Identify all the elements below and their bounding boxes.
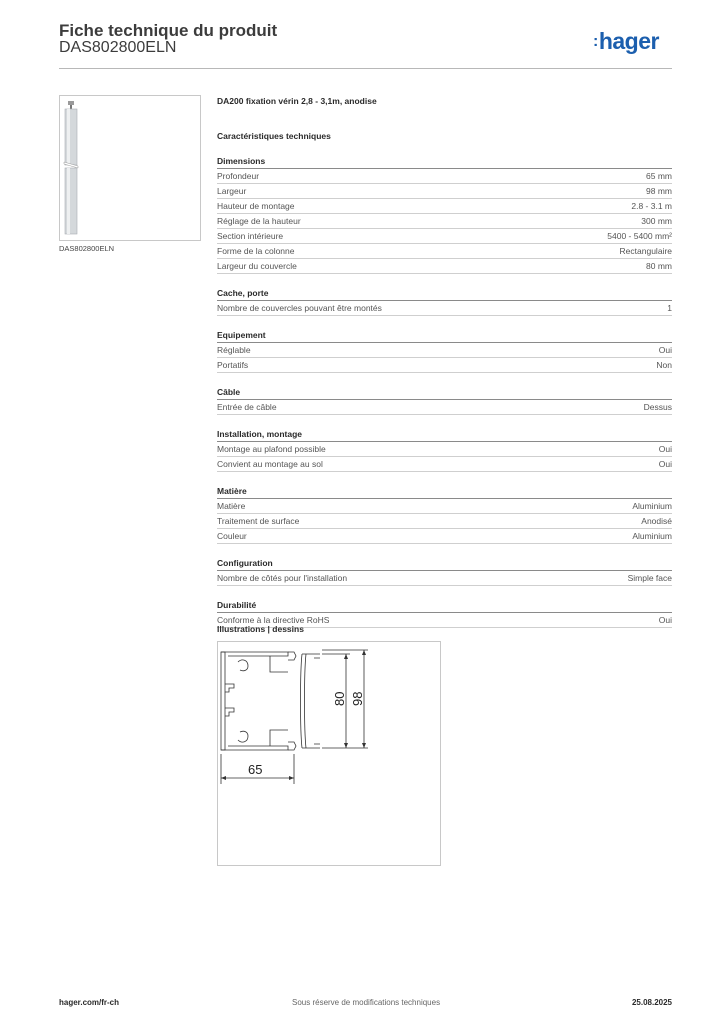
spec-label: Profondeur bbox=[217, 171, 260, 181]
spec-row bbox=[217, 514, 672, 529]
spec-label: Couleur bbox=[217, 531, 247, 541]
spec-group-title: Câble bbox=[217, 386, 672, 400]
spec-row bbox=[217, 214, 672, 229]
spec-value: 80 mm bbox=[646, 261, 672, 271]
spec-row bbox=[217, 169, 672, 184]
product-name: DA200 fixation vérin 2,8 - 3,1m, anodise bbox=[217, 96, 377, 106]
spec-row bbox=[217, 571, 672, 586]
spec-label: Largeur du couvercle bbox=[217, 261, 297, 271]
specs-section-title: Caractéristiques techniques bbox=[217, 131, 331, 141]
spec-group-title: Configuration bbox=[217, 557, 672, 571]
dim-cover-label: 80 bbox=[332, 691, 347, 706]
spec-label: Matière bbox=[217, 501, 246, 511]
spec-value: Oui bbox=[658, 345, 672, 355]
spec-label: Nombre de côtés pour l'installation bbox=[217, 573, 348, 583]
brand-logo: :hager bbox=[593, 28, 659, 54]
spec-value: 2.8 - 3.1 m bbox=[631, 201, 672, 211]
spec-value: 1 bbox=[667, 303, 672, 313]
spec-value: 300 mm bbox=[641, 216, 672, 226]
spec-group-title: Equipement bbox=[217, 329, 672, 343]
dim-width-label: 98 bbox=[350, 691, 365, 706]
product-image-caption: DAS802800ELN bbox=[59, 244, 115, 253]
spec-label: Réglable bbox=[217, 345, 251, 355]
spec-group-title: Cache, porte bbox=[217, 287, 672, 301]
spec-value: Aluminium bbox=[632, 531, 672, 541]
spec-label: Réglage de la hauteur bbox=[217, 216, 301, 226]
spec-value: Non bbox=[656, 360, 672, 370]
spec-group bbox=[217, 386, 672, 415]
spec-value: Rectangulaire bbox=[619, 246, 672, 256]
spec-table bbox=[217, 155, 672, 641]
spec-label: Conforme à la directive RoHS bbox=[217, 615, 330, 625]
spec-value: Dessus bbox=[643, 402, 672, 412]
footer-date: 25.08.2025 bbox=[631, 998, 672, 1007]
spec-row bbox=[217, 400, 672, 415]
footer-notice: Sous réserve de modifications techniques bbox=[292, 998, 441, 1007]
spec-group-title: Installation, montage bbox=[217, 428, 672, 442]
spec-value: 98 mm bbox=[646, 186, 672, 196]
spec-value: Oui bbox=[658, 459, 672, 469]
spec-row bbox=[217, 184, 672, 199]
dim-depth-label: 65 bbox=[248, 762, 263, 777]
spec-label: Nombre de couvercles pouvant être montés bbox=[217, 303, 382, 313]
spec-row bbox=[217, 457, 672, 472]
footer-website[interactable]: hager.com/fr-ch bbox=[59, 998, 120, 1007]
spec-value: Aluminium bbox=[632, 501, 672, 511]
spec-row bbox=[217, 229, 672, 244]
spec-label: Entrée de câble bbox=[217, 402, 277, 412]
spec-value: 5400 - 5400 mm² bbox=[607, 231, 672, 241]
spec-row bbox=[217, 259, 672, 274]
technical-drawing bbox=[217, 641, 441, 866]
spec-group bbox=[217, 287, 672, 316]
spec-label: Traitement de surface bbox=[217, 516, 300, 526]
spec-label: Largeur bbox=[217, 186, 247, 196]
spec-row bbox=[217, 199, 672, 214]
spec-label: Convient au montage au sol bbox=[217, 459, 323, 469]
spec-value: 65 mm bbox=[646, 171, 672, 181]
spec-row bbox=[217, 301, 672, 316]
spec-group bbox=[217, 428, 672, 472]
spec-value: Simple face bbox=[627, 573, 672, 583]
spec-group bbox=[217, 329, 672, 373]
spec-label: Portatifs bbox=[217, 360, 249, 370]
spec-value: Oui bbox=[658, 444, 672, 454]
spec-row bbox=[217, 244, 672, 259]
header-divider bbox=[59, 68, 672, 69]
spec-group bbox=[217, 557, 672, 586]
brand-name: hager bbox=[598, 28, 659, 54]
spec-label: Hauteur de montage bbox=[217, 201, 295, 211]
product-image bbox=[59, 95, 201, 241]
spec-group-title: Matière bbox=[217, 485, 672, 499]
spec-label: Section intérieure bbox=[217, 231, 284, 241]
spec-row bbox=[217, 499, 672, 514]
spec-label: Forme de la colonne bbox=[217, 246, 295, 256]
spec-group-title: Durabilité bbox=[217, 599, 672, 613]
illustrations-title: Illustrations | dessins bbox=[217, 624, 304, 634]
spec-group bbox=[217, 485, 672, 544]
spec-row bbox=[217, 343, 672, 358]
spec-value: Anodisé bbox=[641, 516, 672, 526]
spec-value: Oui bbox=[658, 615, 672, 625]
spec-row bbox=[217, 529, 672, 544]
spec-group bbox=[217, 155, 672, 274]
spec-label: Montage au plafond possible bbox=[217, 444, 326, 454]
page-title: Fiche technique du produit bbox=[59, 21, 278, 40]
spec-row bbox=[217, 442, 672, 457]
spec-group-title: Dimensions bbox=[217, 155, 672, 169]
product-code: DAS802800ELN bbox=[59, 39, 177, 56]
spec-row bbox=[217, 358, 672, 373]
